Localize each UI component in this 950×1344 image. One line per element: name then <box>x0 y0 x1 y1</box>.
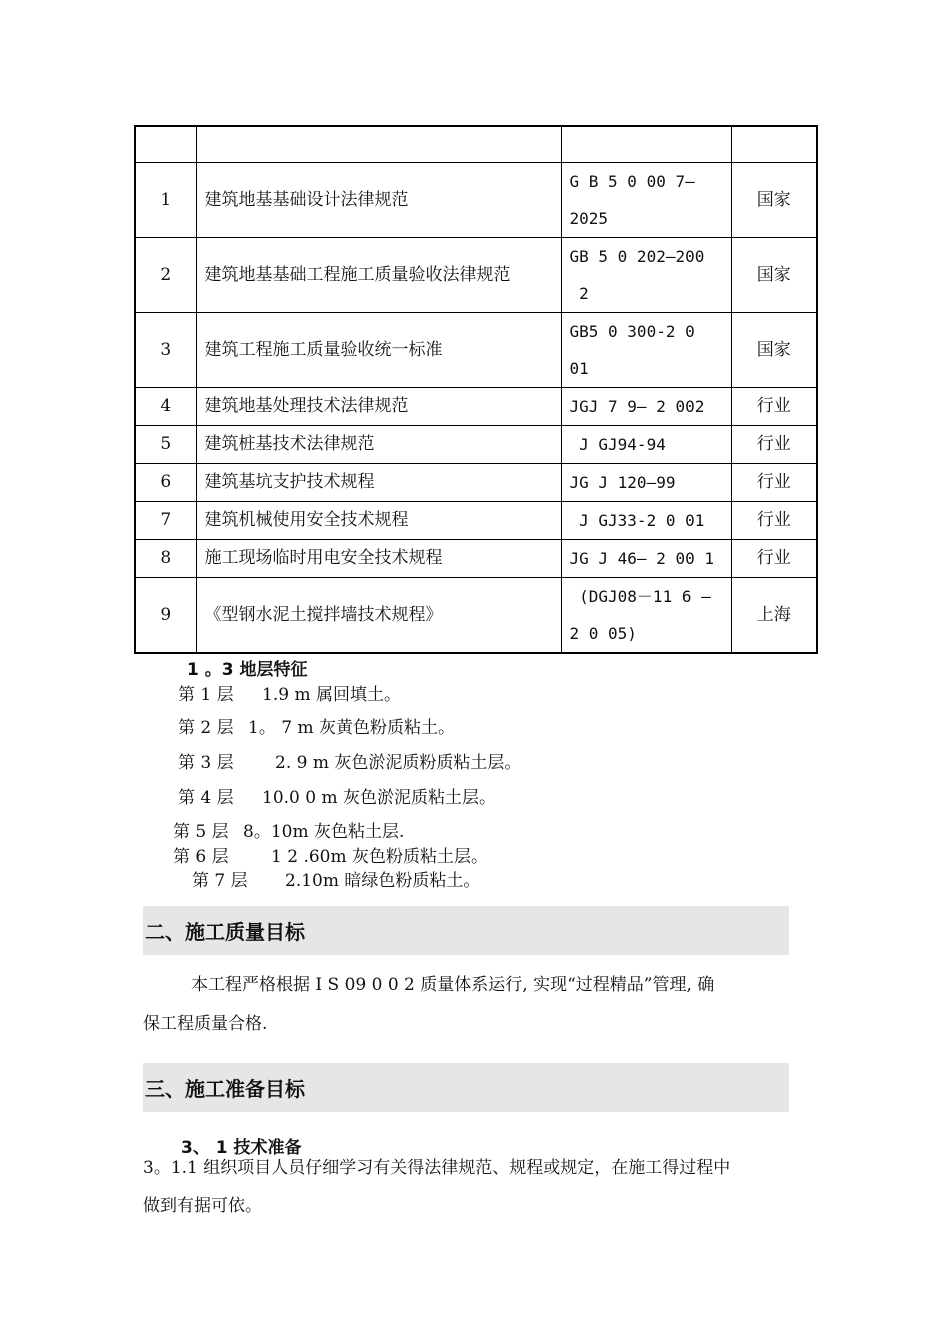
standards-table-body <box>135 126 817 653</box>
standard-code-cell <box>561 426 731 464</box>
standard-code-line: J GJ33-2 0 01 <box>569 511 705 530</box>
sub-heading: 3、 1 技术准备 <box>181 1138 302 1158</box>
standard-code-cell <box>561 163 731 238</box>
stratum-row <box>178 783 496 808</box>
section-heading: 二、施工质量目标 <box>145 920 305 944</box>
header-cell <box>561 126 731 163</box>
standard-level-cell: 行业 <box>731 388 817 426</box>
standard-name-cell: 《型钢水泥土搅拌墙技术规程》 <box>196 578 561 654</box>
standard-code-line: (DGJ08－11 6 — <box>569 587 711 606</box>
standard-level-cell: 行业 <box>731 540 817 578</box>
standard-name-cell: 施工现场临时用电安全技术规程 <box>196 540 561 578</box>
table-row <box>135 540 817 578</box>
stratum-desc: 1 2 .60m 灰色粉质粘土层。 <box>271 847 488 867</box>
stratum-layer: 第 7 层 <box>192 871 248 891</box>
stratum-layer: 第 1 层 <box>178 685 234 705</box>
stratum-layer: 第 6 层 <box>173 847 229 867</box>
standard-code-line: G B 5 0 00 7— <box>569 172 695 191</box>
section-heading: 三、施工准备目标 <box>145 1077 305 1101</box>
table-row <box>135 388 817 426</box>
stratum-row <box>178 713 455 738</box>
stratum-layer: 第 4 层 <box>178 788 234 808</box>
table-row <box>135 313 817 388</box>
stratum-layer: 第 5 层 <box>173 822 229 842</box>
standard-code-line: 2 0 05) <box>569 624 637 643</box>
stratum-row <box>178 680 401 705</box>
stratum-desc: 10.0 0 m 灰色淤泥质粘土层。 <box>262 788 496 808</box>
standard-code-cell <box>561 502 731 540</box>
standard-code-line: 01 <box>569 359 589 378</box>
standard-code-line: JG J 120—99 <box>569 473 676 492</box>
standard-code-cell <box>561 464 731 502</box>
paragraph-line: 保工程质量合格. <box>143 1014 268 1034</box>
stratum-layer: 第 3 层 <box>178 753 234 773</box>
stratum-row <box>173 817 404 842</box>
standard-level-cell: 上海 <box>731 578 817 654</box>
header-cell <box>731 126 817 163</box>
standard-code-line: J GJ94-94 <box>569 435 666 454</box>
table-row <box>135 238 817 313</box>
standard-name-cell: 建筑机械使用安全技术规程 <box>196 502 561 540</box>
stratum-layer: 第 2 层 <box>178 718 234 738</box>
standard-code-line: JG J 46— 2 00 1 <box>569 549 714 568</box>
standard-code-line: GB 5 0 202—200 <box>569 247 705 266</box>
table-row <box>135 578 817 654</box>
row-number-cell: 2 <box>135 238 196 313</box>
table-row <box>135 502 817 540</box>
paragraph-line: 本工程严格根据 I S 09 0 0 2 质量体系运行, 实现“过程精品”管理, 确 <box>191 975 715 995</box>
standard-level-cell: 行业 <box>731 502 817 540</box>
standard-name-cell: 建筑地基处理技术法律规范 <box>196 388 561 426</box>
standard-level-cell: 行业 <box>731 464 817 502</box>
standard-code-cell <box>561 540 731 578</box>
table-row <box>135 163 817 238</box>
standard-code-cell <box>561 578 731 654</box>
row-number-cell: 8 <box>135 540 196 578</box>
stratum-desc: 2.10m 暗绿色粉质粘土。 <box>285 871 481 891</box>
table-row <box>135 426 817 464</box>
standard-name-cell: 建筑桩基技术法律规范 <box>196 426 561 464</box>
standard-level-cell: 国家 <box>731 313 817 388</box>
row-number-cell: 9 <box>135 578 196 654</box>
standard-code-cell <box>561 238 731 313</box>
row-number-cell: 6 <box>135 464 196 502</box>
row-number-cell: 7 <box>135 502 196 540</box>
strata-title: 1 。3 地层特征 <box>187 660 308 680</box>
stratum-row <box>178 748 521 773</box>
standard-name-cell: 建筑地基基础工程施工质量验收法律规范 <box>196 238 561 313</box>
row-number-cell: 3 <box>135 313 196 388</box>
stratum-row <box>192 866 480 891</box>
section-banner <box>143 1063 789 1112</box>
stratum-desc: 1。 7 m 灰黄色粉质粘土。 <box>248 718 455 738</box>
standard-code-line: GB5 0 300-2 0 <box>569 322 695 341</box>
standard-code-cell <box>561 313 731 388</box>
table-header-row <box>135 126 817 163</box>
stratum-desc: 8。10m 灰色粘土层. <box>243 822 405 842</box>
standard-code-line: 2025 <box>569 209 609 228</box>
header-cell <box>196 126 561 163</box>
row-number-cell: 4 <box>135 388 196 426</box>
standard-code-line: JGJ 7 9— 2 002 <box>569 397 705 416</box>
standard-level-cell: 行业 <box>731 426 817 464</box>
standard-name-cell: 建筑地基基础设计法律规范 <box>196 163 561 238</box>
stratum-desc: 2. 9 m 灰色淤泥质粉质粘土层。 <box>275 753 522 773</box>
paragraph-line: 做到有据可依。 <box>143 1196 262 1216</box>
row-number-cell: 5 <box>135 426 196 464</box>
standard-level-cell: 国家 <box>731 238 817 313</box>
table-row <box>135 464 817 502</box>
standard-level-cell: 国家 <box>731 163 817 238</box>
standard-name-cell: 建筑工程施工质量验收统一标准 <box>196 313 561 388</box>
standard-code-line: 2 <box>569 284 589 303</box>
section-banner <box>143 906 789 955</box>
paragraph-line: 3。1.1 组织项目人员仔细学习有关得法律规范、规程或规定，在施工得过程中 <box>143 1158 731 1178</box>
stratum-desc: 1.9 m 属回填土。 <box>262 685 401 705</box>
row-number-cell: 1 <box>135 163 196 238</box>
header-cell <box>135 126 196 163</box>
standard-name-cell: 建筑基坑支护技术规程 <box>196 464 561 502</box>
standard-code-cell <box>561 388 731 426</box>
standards-table <box>134 125 818 654</box>
stratum-row <box>173 842 488 867</box>
